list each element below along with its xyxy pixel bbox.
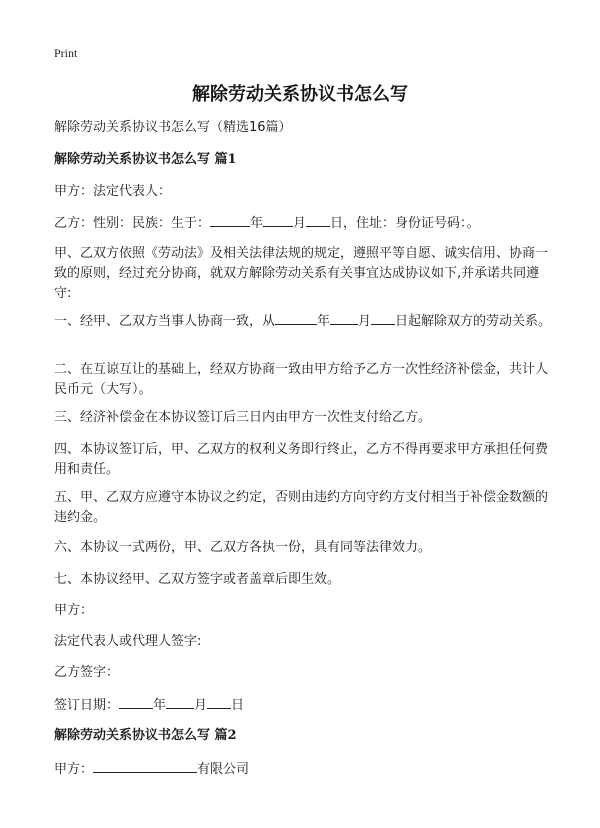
- party-b-month: 月: [293, 216, 307, 231]
- document-title: 解除劳动关系协议书怎么写: [192, 84, 408, 105]
- sign-party-b: 乙方签字：: [54, 665, 120, 680]
- party-b-year: 年: [250, 216, 264, 231]
- clause1-prefix: 一、经甲、乙双方当事人协商一致，从: [54, 314, 276, 329]
- intro-paragraph: 甲、乙双方依照《劳动法》及相关法律法规的规定，遵照平等自愿、诚实信用、协商一致的原则，经过充分协商，就双方解除劳动关系有关事宜达成协议如下,并承诺共同遵守:: [54, 246, 549, 301]
- party-b-prefix: 乙方：性别：民族：生于：: [54, 216, 211, 231]
- sign-party-a: 甲方：: [54, 603, 94, 618]
- date-prefix: 签订日期：: [54, 698, 120, 713]
- date-day: 日: [231, 698, 245, 713]
- section2-heading: 解除劳动关系协议书怎么写 篇2: [54, 728, 237, 743]
- blank-day-field: [371, 310, 395, 325]
- blank-company-field: [93, 758, 197, 773]
- blank-month-field: [330, 310, 358, 325]
- date-month: 月: [194, 698, 208, 713]
- clause1-year: 年: [317, 314, 331, 329]
- section1-heading: 解除劳动关系协议书怎么写 篇1: [54, 152, 237, 167]
- date-year: 年: [153, 698, 167, 713]
- section2-party-a-suffix: 有限公司: [197, 762, 250, 777]
- clause-7: 七、本协议经甲、乙双方签字或者盖章后即生效。: [54, 572, 341, 587]
- clause-6: 六、本协议一式两份，甲、乙双方各执一份，具有同等法律效力。: [54, 540, 432, 555]
- blank-month-field: [166, 694, 194, 709]
- blank-year-field: [275, 310, 317, 325]
- clause-1: [54, 310, 554, 332]
- blank-year-field: [210, 212, 250, 227]
- blank-year-field: [119, 694, 153, 709]
- clause1-month: 月: [358, 314, 372, 329]
- clause-2: 二、在互谅互让的基础上，经双方协商一致由甲方给予乙方一次性经济补偿金，共计人民币元（大写）。: [54, 362, 549, 397]
- print-label: Print: [54, 46, 78, 60]
- party-a-line: 甲方：法定代表人：: [54, 184, 172, 199]
- clause-5: 五、甲、乙双方应遵守本协议之约定，否则由违约方向守约方支付相当于补偿金数额的违约金。: [54, 490, 549, 525]
- section2-party-a-prefix: 甲方：: [54, 762, 94, 777]
- clause-3: 三、经济补偿金在本协议签订后三日内由甲方一次性支付给乙方。: [54, 410, 432, 425]
- section2-party-a: [54, 758, 554, 780]
- clause1-suffix: 日起解除双方的劳动关系。: [395, 314, 552, 329]
- clause-4: 四、本协议签订后，甲、乙双方的权利义务即行终止，乙方不得再要求甲方承担任何费用和责任。: [54, 442, 549, 477]
- blank-day-field: [207, 694, 231, 709]
- document-subtitle: 解除劳动关系协议书怎么写（精选16篇）: [54, 120, 292, 135]
- blank-month-field: [263, 212, 293, 227]
- blank-day-field: [306, 212, 330, 227]
- party-b-suffix: 日，住址：身份证号码：。: [330, 216, 480, 231]
- sign-representative: 法定代表人或代理人签字:: [54, 634, 202, 649]
- signing-date-line: [54, 694, 554, 716]
- party-b-line: [54, 212, 554, 234]
